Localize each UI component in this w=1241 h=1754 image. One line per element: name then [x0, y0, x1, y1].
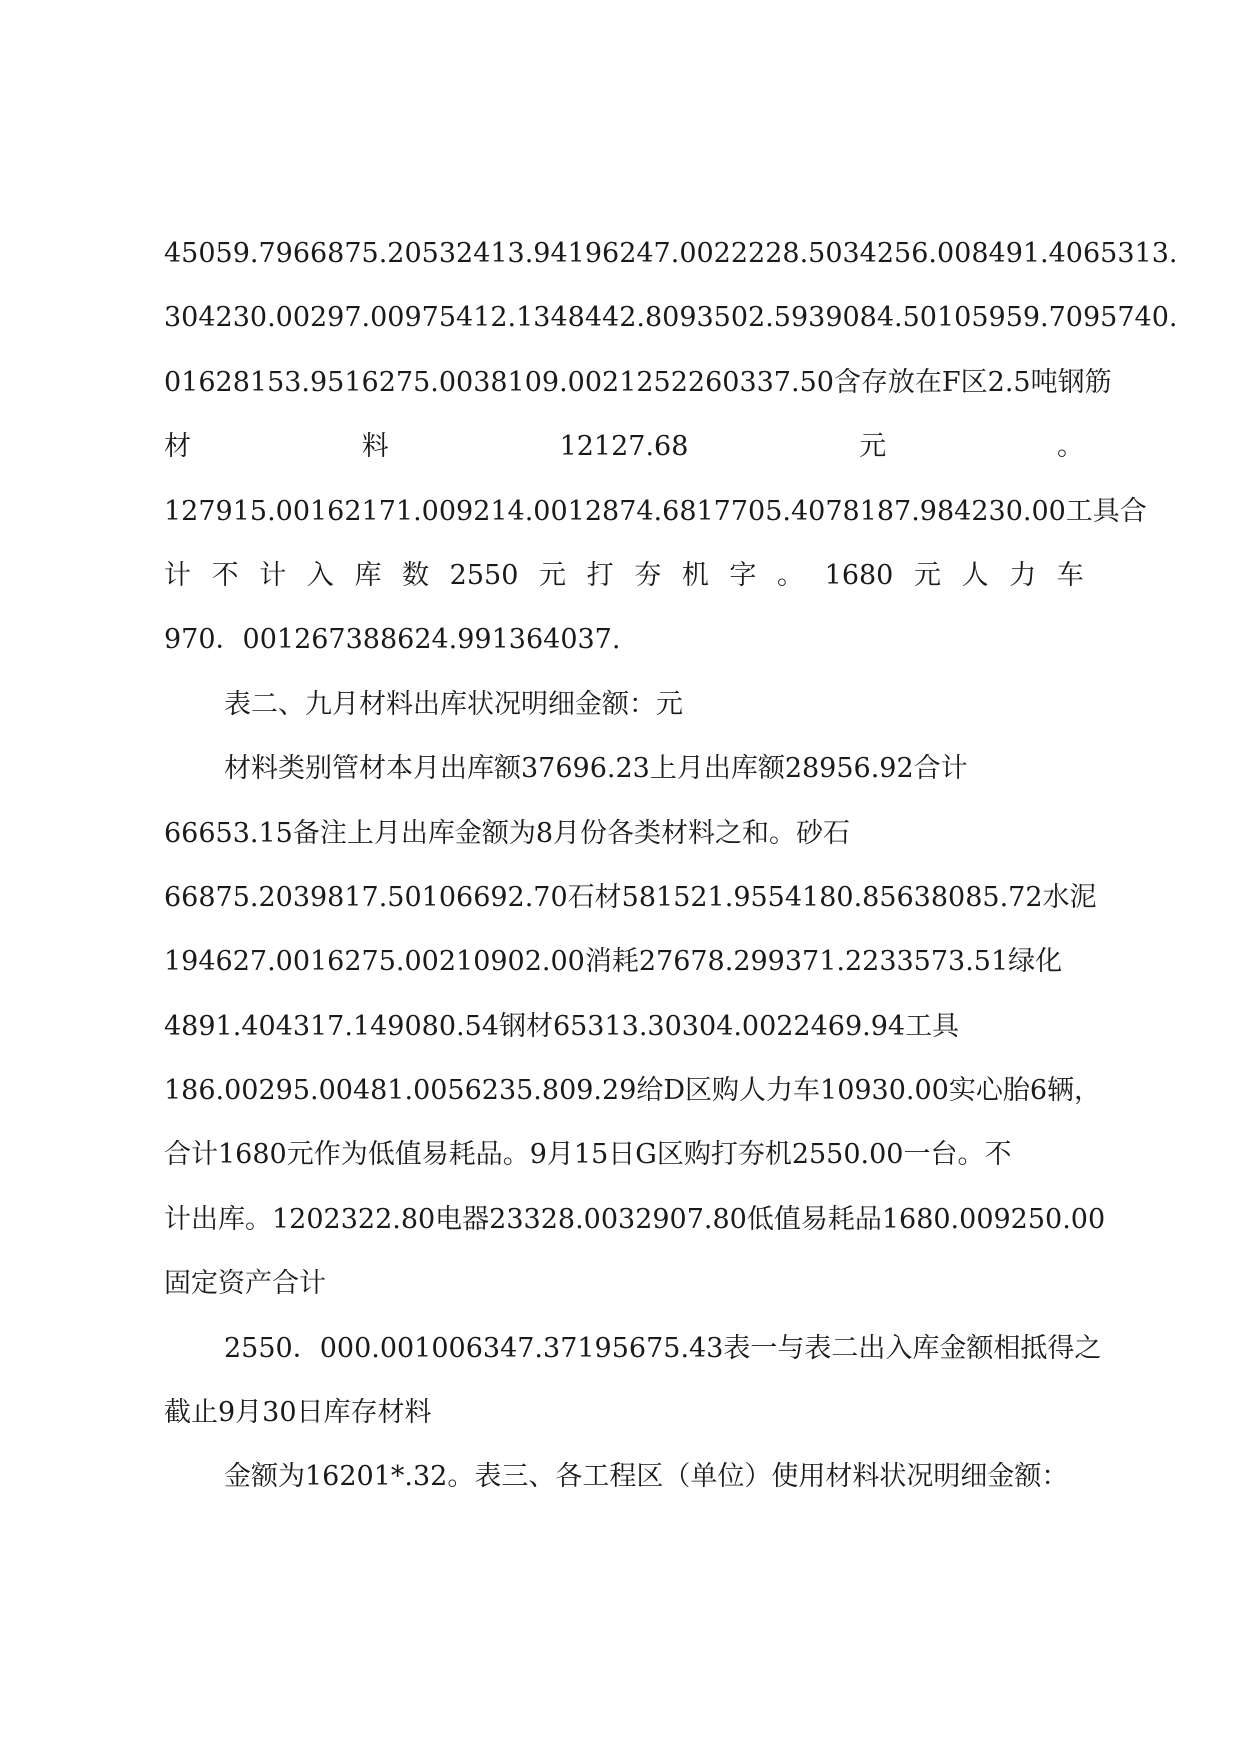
text-line: 4891.404317.149080.54钢材65313.30304.0022469.94工具 [164, 1010, 960, 1042]
text-token: 。 [1056, 431, 1084, 463]
section-heading: 表二、九月材料出库状况明细金额：元 [224, 688, 683, 720]
text-token: 2550 [449, 559, 519, 591]
text-line: 970．001267388624.991364037. [164, 624, 621, 656]
text-line: 01628153.9516275.0038109.0021252260337.50含存放在F区2.5吨钢筋 [164, 366, 1112, 398]
text-token: 元 [859, 431, 887, 463]
text-line: 金额为16201*.32。表三、各工程区（单位）使用材料状况明细金额： [224, 1461, 1069, 1493]
text-token: 计 [259, 559, 287, 591]
text-token: 数 [402, 559, 430, 591]
text-line: 186.00295.00481.0056235.809.29给D区购人力车10930.00实心胎6辆， [164, 1075, 1102, 1107]
text-token: 库 [354, 559, 382, 591]
document-body [164, 222, 1178, 1510]
text-line: 66653.15备注上月出库金额为8月份各类材料之和。砂石 [164, 817, 851, 849]
text-token: 1680 [824, 559, 894, 591]
text-line: 材料类别管材本月出库额37696.23上月出库额28956.92合计 [224, 753, 968, 785]
text-line: 合计1680元作为低值易耗品。9月15日G区购打夯机2550.00一台。不 [164, 1139, 1012, 1171]
spread-text-line [164, 544, 1084, 608]
text-token: 字 [729, 559, 757, 591]
text-line: 127915.00162171.009214.0012874.6817705.4078187.984230.00工具合 [164, 495, 1147, 527]
text-token: 12127.68 [559, 431, 689, 463]
text-line: 194627.0016275.00210902.00消耗27678.299371.2233573.51绿化 [164, 946, 1063, 978]
text-token: 不 [211, 559, 239, 591]
text-token: 入 [306, 559, 334, 591]
text-line: 2550．000.001006347.37195675.43表一与表二出入库金额相抵得之 [224, 1332, 1102, 1364]
text-token: 夯 [634, 559, 662, 591]
text-line: 计出库。1202322.80电器23328.0032907.80低值易耗品1680.009250.00 [164, 1203, 1106, 1235]
text-line: 304230.00297.00975412.1348442.8093502.5939084.50105959.7095740. [164, 302, 1178, 334]
text-token: 计 [164, 559, 191, 591]
text-token: 材 [164, 431, 191, 463]
text-line: 45059.7966875.20532413.94196247.0022228.5034256.008491.4065313. [164, 238, 1178, 269]
text-token: 机 [681, 559, 709, 591]
text-line: 66875.2039817.50106692.70石材581521.9554180.85638085.72水泥 [164, 881, 1097, 913]
text-line: 固定资产合计 [164, 1268, 326, 1300]
spread-text-line [164, 415, 1084, 479]
text-token: 人 [961, 559, 989, 591]
text-token: 打 [586, 559, 614, 591]
text-token: 元 [538, 559, 566, 591]
text-token: 力 [1009, 559, 1037, 591]
text-token: 车 [1056, 559, 1084, 591]
text-token: 。 [777, 559, 805, 591]
text-line: 截止9月30日库存材料 [164, 1397, 432, 1429]
text-token: 元 [913, 559, 941, 591]
text-token: 料 [361, 431, 389, 463]
